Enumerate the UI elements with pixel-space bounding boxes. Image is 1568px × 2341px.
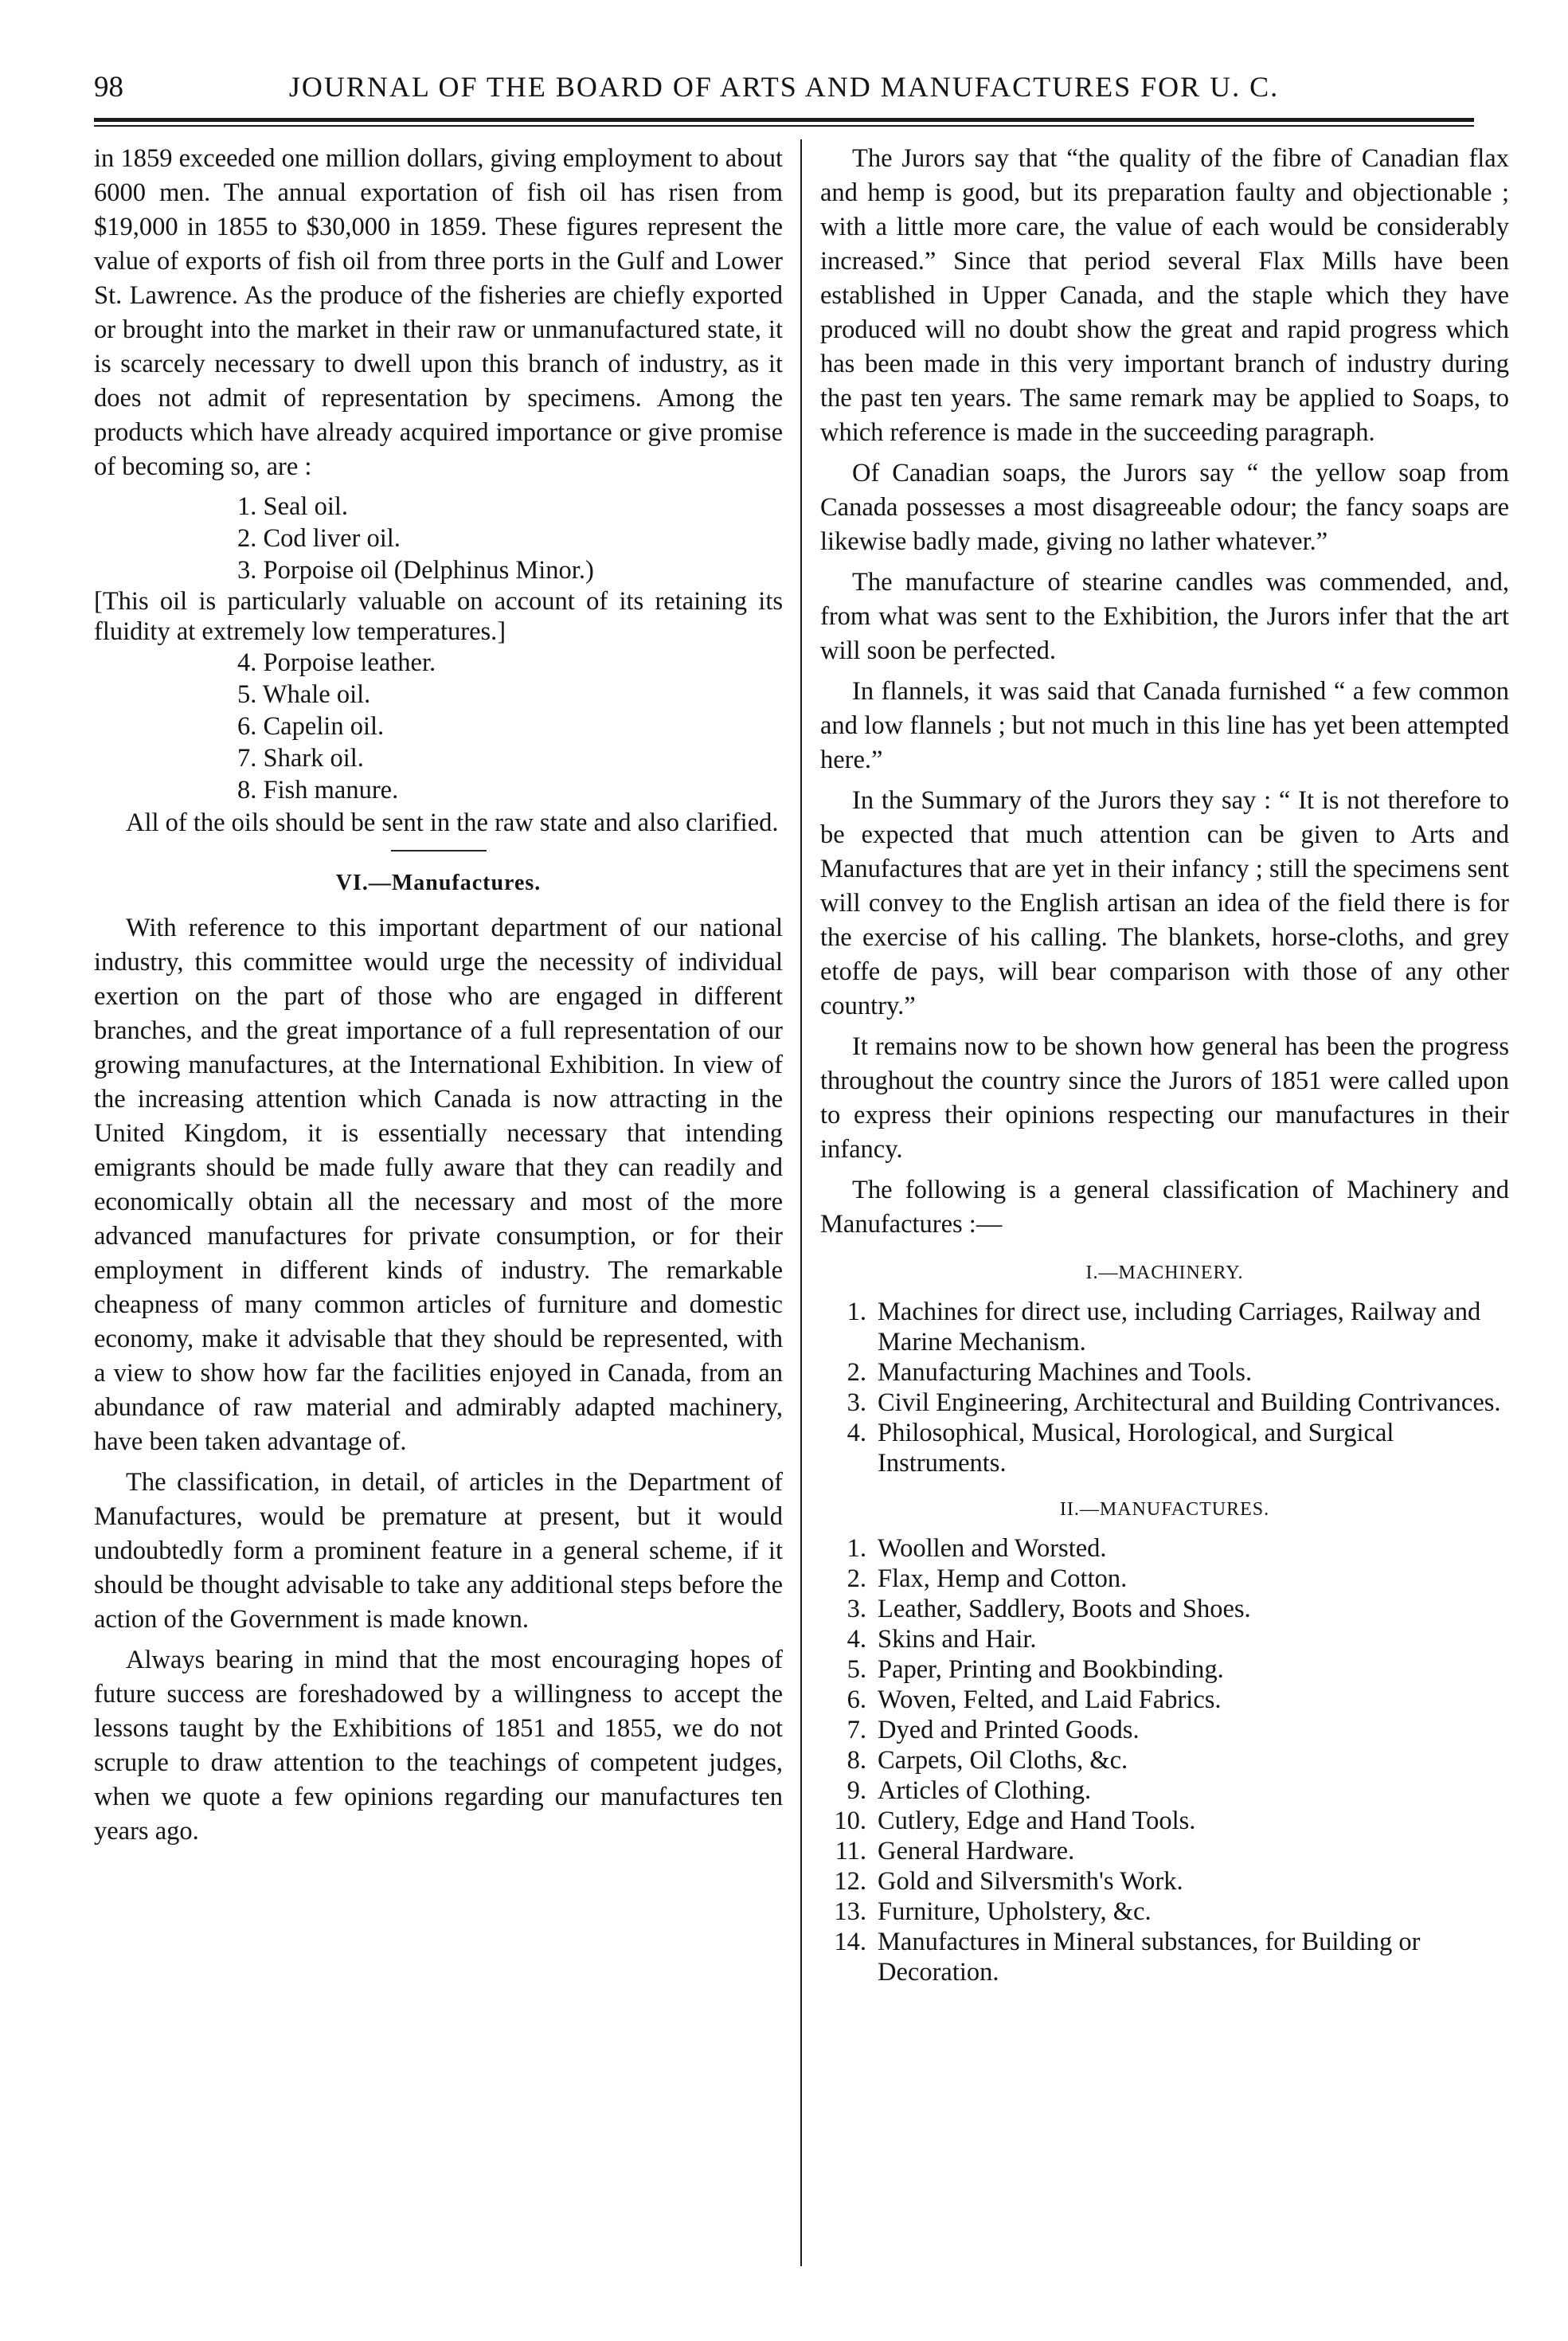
paragraph: Always bearing in mind that the most encouraging hopes of future success are foreshadowed by a willingness to accept the lessons taught by the Exhibitions of 1851 and 1855, we do not scruple to draw attention to the teachings of competent judges, when we quote a few opinions regarding our manufactures ten years ago. [94,1646,783,1846]
paragraph: The Jurors say that “the quality of the fibre of Canadian flax and hemp is good, but its preparation faulty and objectionable ; with a little more care, the value of each would be considerably increased.” Since that period several Flax Mills have been established in Upper Canada, and the staple which they have produced will no doubt show the great and rapid progress which has been made in this very important branch of industry during the past ten years. The same remark may be applied to Soaps, to which reference is made in the succeeding paragraph. [820,144,1509,447]
paragraph: In the Summary of the Jurors they say : “ It is not therefore to be expected that much attention can be given to Arts and Manufactures that are yet in their infancy ; still the specimens sent will convey to the English artisan an idea of the field there is for the exercise of his calling. The blankets, horse-cloths, and grey etoffe de pays, will bear comparison with those of any other country.” [820,786,1509,1020]
header-rule-thick [94,118,1474,122]
paragraph: The following is a general classification of Machinery and Manufactures :— [820,1176,1509,1239]
oil-list [94,491,783,586]
list-item: 1. Seal oil. [237,492,349,521]
list-item: 11. General Hardware. [835,1837,1075,1865]
list-item: 5. Paper, Printing and Bookbinding. [847,1655,1224,1684]
section-divider [391,850,487,851]
list-item: 8. Fish manure. [237,776,399,804]
oil-list [94,647,783,806]
paragraph: in 1859 exceeded one million dollars, giving employment to about 6000 men. The annual exportation of fish oil has risen from $19,000 in 1855 to $30,000 in 1859. These figures represent the value of exports of fish oil from three ports in the Gulf and Lower St. Lawrence. As the produce of the fisheries are chiefly exported or brought into the market in their raw or unmanufactured state, it is scarcely necessary to dwell upon this branch of industry, as it does not admit of representation by specimens. Among the products which have already acquired importance or give promise of becoming so, are : [94,144,783,481]
list-item: 1. Machines for direct use, including Carriages, Railway and Marine Mechanism. [847,1298,1481,1356]
oil-note: [This oil is particularly valuable on account of its retaining its fluidity at extremely low temperatures.] [94,587,783,646]
list-item: 10. Cutlery, Edge and Hand Tools. [834,1807,1196,1835]
list-item: 2. Flax, Hemp and Cotton. [847,1564,1128,1593]
list-item: 2. Manufacturing Machines and Tools. [847,1358,1253,1387]
machinery-list [820,1297,1509,1478]
list-item: 3. Porpoise oil (Delphinus Minor.) [237,556,594,585]
list-item: 7. Dyed and Printed Goods. [847,1716,1140,1744]
list-item: 1. Woollen and Worsted. [847,1534,1107,1563]
manufactures-list [820,1533,1509,1987]
list-item: 4. Skins and Hair. [847,1625,1037,1654]
right-column [820,142,1509,1987]
list-item: 12. Gold and Silversmith's Work. [834,1867,1183,1896]
section-heading: VI.—Manufactures. [335,871,542,895]
paragraph: With reference to this important department of our national industry, this committee would urge the necessity of individual exertion on the part of those who are engaged in different branches, and the great importance of a full representation of our growing manufactures, at the International Exhibition. In view of the increasing attention which Canada is now attracting in the United Kingdom, it is essentially necessary that intending emigrants should be made fully aware that they can readily and economically obtain all the necessary and most of the more advanced manufactures for private consumption, or for their employment in different kinds of industry. The remarkable cheapness of many common articles of furniture and domestic economy, make it advisable that they should be represented, with a view to show how far the facilities enjoyed in Canada, from an abundance of raw material and admirably adapted machinery, have been taken advantage of. [94,914,783,1456]
machinery-heading: I.—MACHINERY. [1085,1262,1244,1283]
paragraph: It remains now to be shown how general has been the progress throughout the country since the Jurors of 1851 were called upon to express their opinions respecting our manufactures in their infancy. [820,1032,1509,1164]
left-column [94,142,783,1855]
list-item: 4. Porpoise leather. [237,648,436,677]
list-item: 9. Articles of Clothing. [847,1776,1092,1805]
list-item: 4. Philosophical, Musical, Horological, and Surgical Instruments. [847,1419,1394,1478]
running-head: JOURNAL OF THE BOARD OF ARTS AND MANUFACTURES FOR U. C. [288,71,1280,103]
list-item: 5. Whale oil. [237,680,371,709]
paragraph: Of Canadian soaps, the Jurors say “ the yellow soap from Canada possesses a most disagreeable odour; the fancy soaps are likewise badly made, giving no lather whatever.” [820,459,1509,556]
page-number: 98 [94,71,123,104]
list-item: 6. Capelin oil. [237,712,385,741]
header-rule-thin [94,125,1474,127]
list-item: 2. Cod liver oil. [237,524,401,553]
paragraph: All of the oils should be sent in the raw state and also clarified. [126,808,779,837]
page-header [94,70,1474,118]
list-item: 3. Civil Engineering, Architectural and Building Contrivances. [847,1388,1501,1417]
paragraph: In flannels, it was said that Canada furnished “ a few common and low flannels ; but not much in this line has yet been attempted here.” [820,677,1509,774]
manufactures-heading: II.—MANUFACTURES. [1059,1499,1270,1520]
list-item: 8. Carpets, Oil Cloths, &c. [847,1746,1128,1775]
paragraph: The manufacture of stearine candles was commended, and, from what was sent to the Exhibition, the Jurors infer that the art will soon be perfected. [820,568,1509,665]
list-item: 7. Shark oil. [237,744,364,773]
list-item: 14. Manufactures in Mineral substances, for Building or Decoration. [834,1928,1421,1987]
column-divider [800,139,802,2266]
list-item: 13. Furniture, Upholstery, &c. [834,1897,1152,1926]
paragraph: The classification, in detail, of articles in the Department of Manufactures, would be premature at present, but it would undoubtedly form a prominent feature in a general scheme, if it should be thought advisable to take any additional steps before the action of the Government is made known. [94,1468,783,1634]
list-item: 6. Woven, Felted, and Laid Fabrics. [847,1685,1222,1714]
list-item: 3. Leather, Saddlery, Boots and Shoes. [847,1595,1251,1623]
